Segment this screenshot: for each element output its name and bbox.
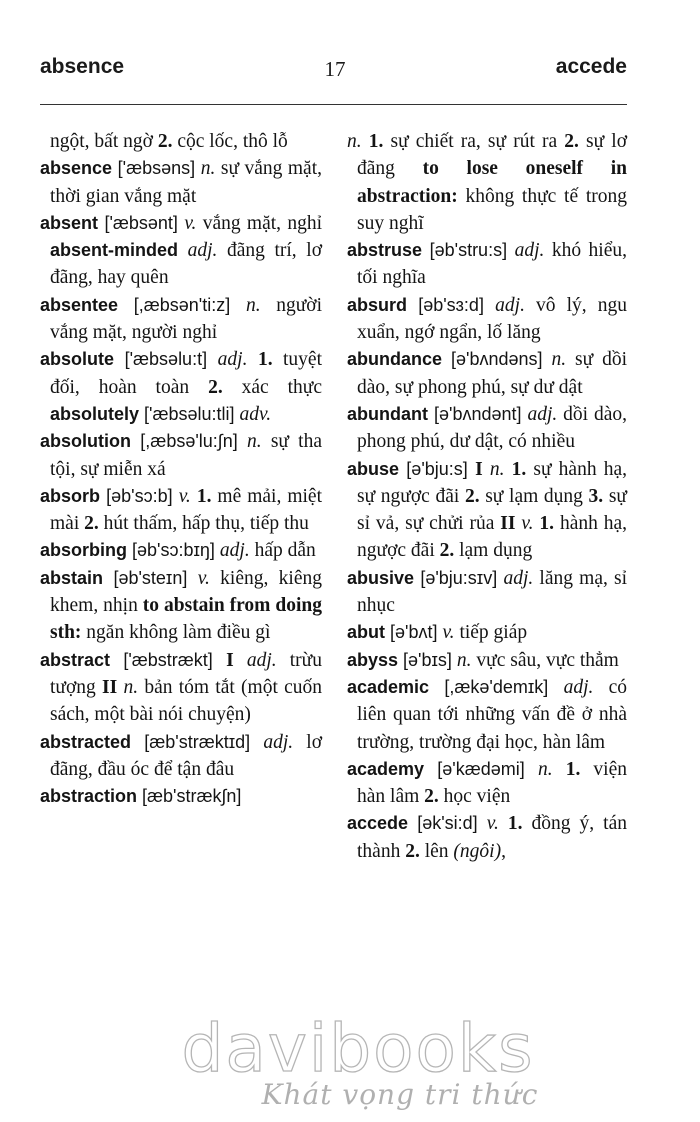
pronunciation: [ə'bʌndəns] — [442, 349, 552, 370]
entry-abstraction — [40, 783, 322, 810]
entry-abundance: abundance [ə'bʌndəns] n. sự dồi dào, sự phong phú, sự dư dật — [347, 349, 627, 398]
pronunciation: [ək'si:d] — [408, 813, 487, 834]
entry-absolution: absolution [,æbsə'lu:∫n] n. sự tha tội, sự miễn xá — [40, 431, 322, 480]
pronunciation: [ə'bʌt] — [385, 622, 443, 643]
headword: abstain — [40, 567, 104, 588]
entry-continuation: ngột, bất ngờ 2. cộc lốc, thô lỗ — [50, 131, 288, 152]
pronunciation: [æb'stræktɪd] — [131, 731, 264, 752]
entry-absentee: absentee [,æbsən'ti:z] n. người vắng mặt, người nghỉ — [40, 294, 322, 344]
headword: absorbing — [40, 540, 128, 561]
headword: absolution — [40, 431, 131, 452]
headword: abundant — [347, 403, 428, 424]
entry-abyss: abyss [ə'bɪs] n. vực sâu, vực thẳm — [347, 649, 619, 671]
pronunciation: [ə'bʌndənt] — [428, 403, 528, 424]
left-column — [40, 128, 322, 810]
entry-absence: absence ['æbsəns] n. sự vắng mặt, thời gian vắng mặt — [40, 158, 322, 207]
pronunciation: [əb'steɪn] — [103, 567, 198, 588]
page-number: 17 — [324, 57, 346, 81]
headword: accede — [347, 813, 409, 834]
entry-abstracted: abstracted [æb'stræktɪd] adj. lơ đãng, đầu óc để tận đâu — [40, 731, 323, 780]
pronunciation: [ə'kædəmi] — [424, 758, 538, 779]
pronunciation: ['æbsəlu:t] — [114, 349, 218, 370]
left-guide-word: absence — [40, 55, 125, 78]
headword: abstruse — [347, 240, 423, 261]
derived-word: absent-minded — [50, 240, 179, 261]
entry-absolute: absolute ['æbsəlu:t] adj. 1. tuyệt đối, hoàn toàn 2. xác thực absolutely ['æbsəlu:tli] adv. — [40, 349, 323, 425]
entry-abusive: abusive [ə'bju:sɪv] adj. lăng mạ, sỉ nhục — [347, 567, 627, 617]
headword: abstracted — [40, 731, 132, 752]
pronunciation: [ə'bju:sɪv] — [414, 567, 504, 588]
headword: absence — [40, 158, 113, 179]
entry-abstruse: abstruse [əb'stru:s] adj. khó hiểu, tối nghĩa — [347, 240, 628, 289]
headword: absolute — [40, 349, 115, 370]
entry-absorb: absorb [əb'sɔ:b] v. 1. mê mải, miệt mài 2. hút thấm, hấp thụ, tiếp thu — [40, 485, 322, 535]
headword: abstraction — [40, 786, 138, 807]
pronunciation: ['æbstrækt] — [110, 649, 227, 670]
headword: abyss — [347, 649, 399, 670]
pronunciation: [əb'sɔ:b] — [100, 485, 179, 506]
entry-abut: abut [ə'bʌt] v. tiếp giáp — [347, 622, 528, 644]
headword: abut — [347, 622, 385, 643]
pronunciation: [əb'stru:s] — [422, 240, 515, 261]
headword: abundance — [347, 349, 443, 370]
headword: absurd — [347, 294, 408, 315]
header-rule — [40, 104, 627, 105]
pronunciation: [,ækə'demɪk] — [429, 676, 564, 697]
entry-absorbing: absorbing [əb'sɔ:bɪŋ] adj. hấp dẫn — [40, 540, 316, 562]
headword: absorb — [40, 485, 101, 506]
pronunciation: [əb'sɜ:d] — [407, 294, 496, 315]
entry-abundant: abundant [ə'bʌndənt] adj. dồi dào, phong phú, dư dật, có nhiều — [347, 403, 627, 453]
pronunciation: [ə'bju:s] — [399, 458, 476, 479]
example-phrase: to lose oneself in abstraction: — [357, 158, 628, 207]
entry-abstain: abstain [əb'steɪn] v. kiêng, kiêng khem, nhịn to abstain from doing sth: ngăn không làm điều gì — [40, 567, 322, 644]
entry-abstract: abstract ['æbstrækt] I adj. trừu tượng II n. bản tóm tắt (một cuốn sách, một bài nói chuyện) — [40, 649, 323, 726]
entry-academic: academic [,ækə'demɪk] adj. có liên quan tới những vấn đề ở nhà trường, trường đại học, hàn lâm — [347, 676, 627, 753]
pronunciation: [ə'bɪs] — [398, 649, 457, 670]
headword: absentee — [40, 294, 119, 315]
watermark-tagline: Khát vọng tri thức — [261, 1078, 539, 1111]
pronunciation: ['æbsəns] — [112, 158, 201, 179]
right-guide-word: accede — [555, 55, 627, 78]
pronunciation: [æb'stræk∫n] — [137, 786, 242, 807]
headword: abstract — [40, 649, 111, 670]
watermark-logo: davibooks — [181, 1010, 535, 1087]
headword: academy — [347, 758, 425, 779]
headword: absent — [40, 212, 99, 233]
example-phrase: to abstain from doing sth: — [50, 595, 322, 644]
derived-word: absolutely — [50, 403, 140, 424]
entry-accede: accede [ək'si:d] v. 1. đồng ý, tán thành 2. lên (ngôi), — [347, 813, 628, 862]
pronunciation: [,æbsən'ti:z] — [118, 294, 246, 315]
entry-academy: academy [ə'kædəmi] n. 1. viện hàn lâm 2. học viện — [347, 758, 627, 808]
entry-absurd: absurd [əb'sɜ:d] adj. vô lý, ngu xuẩn, ngớ ngẩn, lố lăng — [347, 294, 627, 344]
right-column — [347, 128, 627, 865]
pronunciation: ['æbsənt] — [98, 212, 185, 233]
entry-abstraction-continued: n. 1. sự chiết ra, sự rút ra 2. sự lơ đãng to lose oneself in abstraction: không thực tế trong suy nghĩ — [347, 131, 628, 234]
headword: abuse — [347, 458, 400, 479]
entry-absent: absent ['æbsənt] v. vắng mặt, nghỉ absent-minded adj. đãng trí, lơ đãng, hay quên — [40, 212, 323, 289]
headword: academic — [347, 676, 430, 697]
entry-abuse: abuse [ə'bju:s] I n. 1. sự hành hạ, sự ngược đãi 2. sự lạm dụng 3. sự sỉ vả, sự chửi rủa II v. 1. hành hạ, ngược đãi 2. lạm dụng — [347, 458, 628, 562]
pronunciation: [əb'sɔ:bɪŋ] — [127, 540, 220, 561]
headword: abusive — [347, 567, 415, 588]
pronunciation: [,æbsə'lu:∫n] — [131, 431, 248, 452]
